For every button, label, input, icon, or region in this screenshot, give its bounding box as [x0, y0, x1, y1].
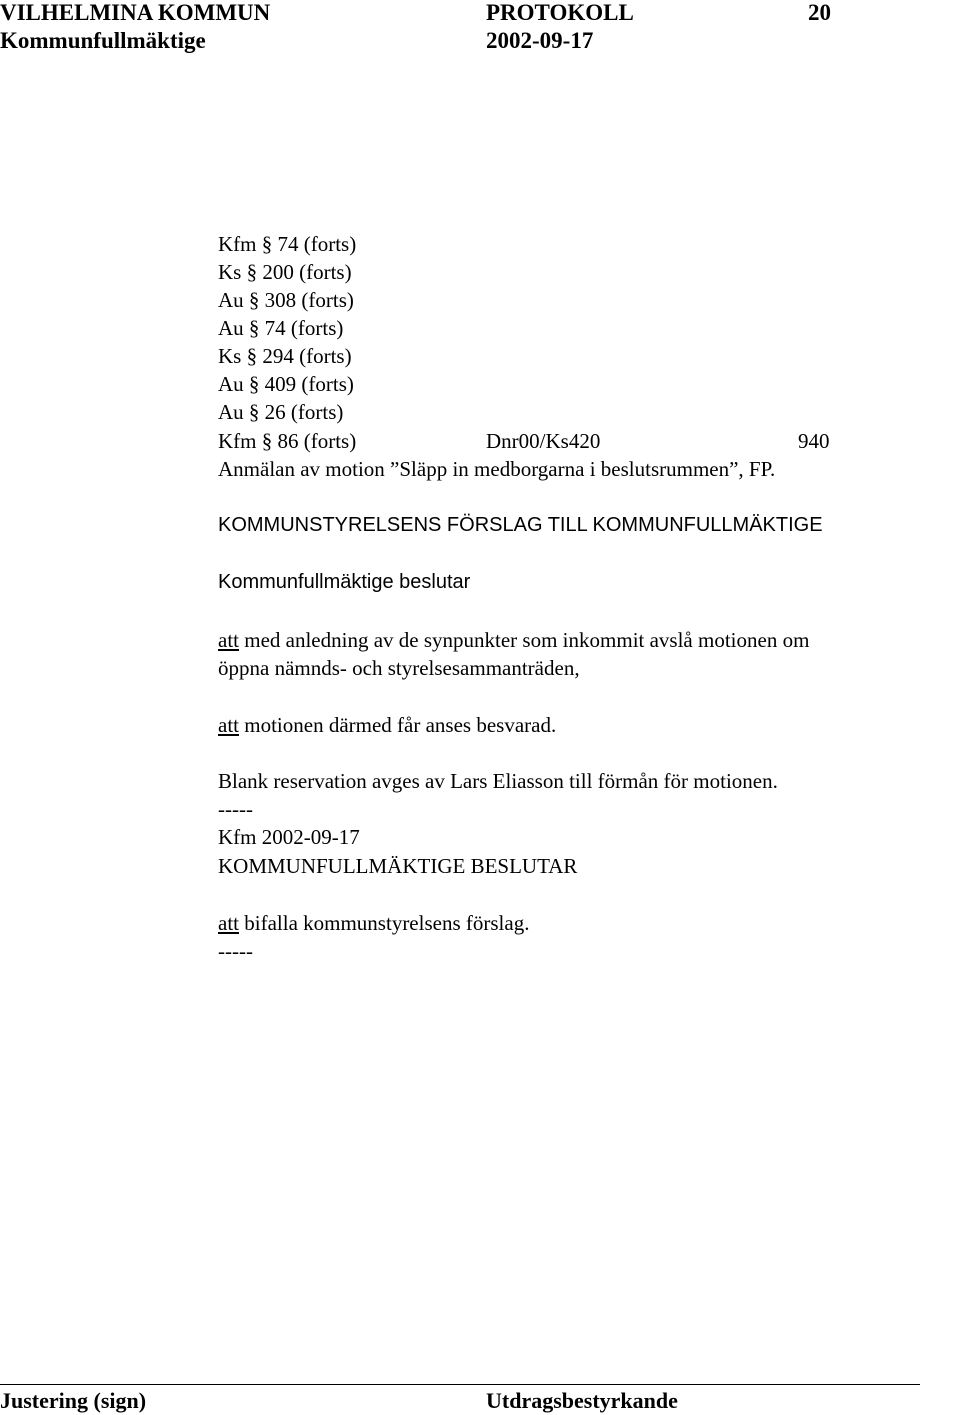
meeting-date: 2002-09-17: [486, 28, 594, 53]
end-separator: -----: [218, 939, 253, 963]
separator: -----: [218, 797, 253, 821]
document-type: PROTOKOLL: [486, 0, 634, 25]
case-dnr: Dnr00/Ks420: [486, 429, 601, 453]
case-subject: Anmälan av motion ”Släpp in medborgarna i beslutsrummen”, FP.: [218, 457, 776, 481]
page-number: 20: [808, 0, 831, 25]
att-keyword: att: [218, 628, 239, 652]
decision-text: bifalla kommunstyrelsens förslag.: [239, 911, 530, 935]
decision-item: [218, 909, 529, 937]
footer-rule: [0, 1384, 920, 1385]
reference-line: Au § 409 (forts): [218, 372, 354, 396]
att-keyword: att: [218, 713, 239, 737]
footer-justering: Justering (sign): [0, 1388, 147, 1413]
proposal-heading: KOMMUNSTYRELSENS FÖRSLAG TILL KOMMUNFULLMÄKTIGE: [218, 514, 823, 536]
meeting-body: Kommunfullmäktige: [0, 28, 206, 53]
reference-line: Ks § 294 (forts): [218, 344, 352, 368]
reference-line: Au § 26 (forts): [218, 400, 344, 424]
org-name: VILHELMINA KOMMUN: [0, 0, 271, 25]
reference-line: Kfm § 74 (forts): [218, 232, 357, 256]
case-reference: Kfm § 86 (forts): [218, 429, 357, 453]
meeting-reference: Kfm 2002-09-17: [218, 825, 360, 849]
att-keyword: att: [218, 911, 239, 935]
proposal-intro: Kommunfullmäktige beslutar: [218, 571, 471, 593]
reference-line: Au § 308 (forts): [218, 288, 354, 312]
reservation-note: Blank reservation avges av Lars Eliasson till förmån för motionen.: [218, 769, 778, 793]
case-code: 940: [798, 429, 830, 453]
reference-line: Ks § 200 (forts): [218, 260, 352, 284]
reference-line: Au § 74 (forts): [218, 316, 344, 340]
decision-heading: KOMMUNFULLMÄKTIGE BESLUTAR: [218, 854, 578, 878]
proposal-item-text: med anledning av de synpunkter som inkommit avslå motionen om: [239, 628, 810, 652]
proposal-item-text: motionen därmed får anses besvarad.: [239, 713, 557, 737]
proposal-item-continuation: öppna nämnds- och styrelsesammanträden,: [218, 656, 580, 680]
footer-utdragsbestyrkande: Utdragsbestyrkande: [486, 1388, 678, 1413]
proposal-item: [218, 711, 556, 739]
proposal-item: [218, 626, 809, 654]
